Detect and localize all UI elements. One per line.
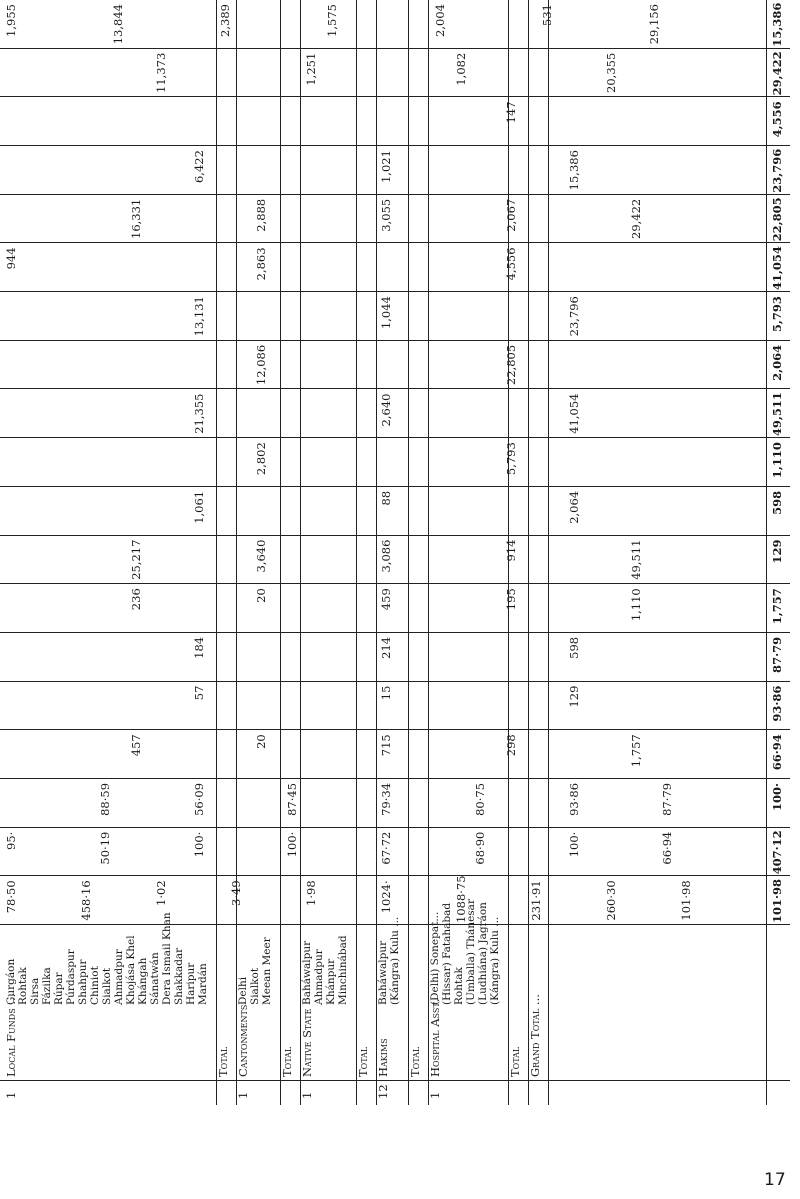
column-value: 2,888 [254,198,268,232]
column-subtotal: 50·19 [97,831,112,865]
column-first-value: 1,955 [4,4,18,37]
column-value: 3,055 [379,198,393,232]
column-grand-total: 66·94 [770,734,784,771]
column-rule [0,145,790,146]
page-number: 17 [764,1170,786,1190]
column-grand-total: 1,110 [770,442,784,479]
column-value: 129 [566,685,581,708]
column-subtotal: 2,863 [254,247,268,281]
column-value: 100· [191,831,206,858]
column-value: 3·49 [229,880,243,906]
column-value: 1·02 [154,880,168,906]
column-value: 715 [379,734,393,757]
column-value: 914 [504,539,518,562]
column-subtotal: 184 [191,636,206,659]
column-subtotal: 6,422 [191,150,206,184]
column-value: 1024· [379,880,393,914]
category-number: 1 [4,1091,18,1099]
column-rule [0,778,790,779]
column-value: 1088·75 [454,875,468,923]
district-name: Baháwalpur [377,940,389,1005]
column-grand-total: 29,422 [770,51,784,96]
category-number: 1 [428,1091,442,1099]
column-rule [0,388,790,389]
district-name: Meean Meer [261,937,273,1005]
column-subtotal: 16,331 [129,198,143,239]
category-name: Total [508,1046,522,1077]
category-rule [280,0,281,1105]
column-value: 1,251 [304,52,318,86]
column-value: 1,575 [325,4,340,37]
column-value: 598 [566,636,581,659]
column-value: 88 [379,490,393,506]
column-subtotal: 11,373 [154,52,168,93]
category-name: Cantonments [236,1004,250,1077]
column-grand-total: 4,556 [770,101,784,138]
category-rule [300,0,301,1105]
column-value: 79·34 [379,782,393,816]
district-name: Rúpar [53,972,65,1005]
column-value: 3,086 [379,539,393,573]
column-value: 2,640 [379,393,393,427]
district-name: Chiniot [89,966,101,1005]
district-name: Khojása Khel [125,935,137,1005]
column-value: 41,054 [566,393,581,434]
category-rule [408,0,409,1105]
district-name: Rohtak [453,967,465,1005]
column-value: 3,640 [254,539,268,573]
column-grand-total: 87·79 [770,636,784,673]
column-rule [0,242,790,243]
district-name: Shakkadar [173,947,185,1005]
column-first-value: 944 [4,247,18,270]
district-name: (Ludhiána) Jagráon [477,902,489,1005]
category-number: 1 [300,1091,314,1099]
category-number: 1 [236,1091,250,1099]
column-grand-total: 598 [770,490,784,515]
column-value: 29,156 [646,4,661,45]
district-name: (Umballa) Thánesar [465,899,477,1005]
category-rule [528,0,529,1105]
category-name: Hakims [376,1038,390,1077]
column-value: 101·98 [679,880,693,921]
column-rule [0,340,790,341]
district-name: Fázilka [41,967,53,1005]
district-name: Ahmadpur [313,949,325,1005]
column-rule [0,96,790,97]
column-value: 1,021 [379,150,393,184]
district-name: Ahmadpur [113,949,125,1005]
district-name: Púrdaspur [65,949,77,1005]
column-grand-total: 5,793 [770,296,784,333]
district-name: Rohtak [17,967,29,1005]
column-grand-total: 22,805 [770,197,784,242]
column-subtotal: 1,061 [191,490,206,524]
column-rule [0,486,790,487]
district-name: Dera Ismail Khan [161,912,173,1005]
column-value: 231·91 [529,880,543,921]
category-name: Total [216,1046,230,1077]
column-grand-total: 93·86 [770,685,784,722]
column-value: 2,067 [504,198,518,232]
category-name: Native State [300,1008,314,1077]
column-value: 2,389 [218,4,233,37]
column-subtotal: 13,844 [111,4,126,45]
column-grand-total: 49,511 [770,392,784,437]
column-rule [0,681,790,682]
column-grand-total: 100· [770,782,784,811]
category-number: 12 [376,1084,390,1099]
column-grand-total: 101·98 [770,878,784,923]
district-name: (Kángra) Kulu ... [489,916,501,1005]
district-name: Sialkot [101,967,113,1005]
column-value: 1,757 [629,734,643,768]
column-subtotal: 12,086 [254,344,268,386]
column-rule [0,48,790,49]
category-name: Total [356,1046,370,1077]
column-value: 49,511 [629,539,643,580]
column-first-value: 95· [4,831,18,850]
table-bottom-rule [766,0,767,1105]
district-name: Haripur [185,962,197,1005]
column-value: 195 [504,588,518,611]
column-value: 23,796 [566,296,581,337]
district-name: Mardán [197,963,209,1005]
column-grand-total: 407·12 [770,830,784,875]
column-value: 2,004 [432,4,447,37]
column-grand-total: 41,054 [770,246,784,291]
column-value: 20,355 [604,52,618,93]
column-grand-total: 129 [770,539,784,564]
category-name: Hospital Asst. [428,998,442,1077]
column-value: 20 [254,734,268,749]
column-subtotal: 236 [129,588,143,611]
column-value: 80·75 [472,782,487,816]
column-value: 531 [539,4,554,26]
column-subtotal: 457 [129,734,143,757]
district-name: (Hissar) Fatahabad [441,902,453,1005]
column-value: 67·72 [379,831,393,865]
column-subtotal: 88·59 [97,782,112,816]
district-name: Shahpur [77,959,89,1005]
column-subtotal: 458·16 [79,880,93,921]
column-grand-total: 15,386 [770,2,784,47]
district-name: Sánatwán [149,952,161,1005]
column-value: 100· [285,831,300,858]
category-rule [548,0,549,1105]
column-value: 22,805 [504,344,518,386]
district-name: Gurgáon [5,958,17,1005]
column-value: 15 [379,685,393,701]
district-name: Sirsa [29,977,41,1005]
column-rule [0,827,790,828]
column-value: 66·94 [660,831,675,865]
column-value: 20 [254,588,268,603]
column-value: 147 [504,101,518,124]
column-subtotal: 2,802 [254,442,268,476]
column-value: 87·45 [285,782,300,816]
column-value: 1,110 [629,588,643,622]
district-name: Khángah [137,957,149,1005]
category-name: Grand Total ... [528,994,542,1077]
column-value: 260·30 [604,880,618,921]
category-rule [216,0,217,1105]
district-name: Delhi [237,976,249,1005]
column-grand-total: 23,796 [770,148,784,193]
column-subtotal: 21,355 [191,393,206,434]
column-value: 100· [566,831,581,858]
column-rule [0,632,790,633]
category-name: Total [408,1046,422,1077]
column-value: 15,386 [566,150,581,191]
column-value: 459 [379,588,393,611]
column-rule [0,729,790,730]
column-value: 1·98 [304,880,318,906]
column-rule [0,535,790,536]
column-rule [0,194,790,195]
column-rule [0,875,790,876]
column-grand-total: 2,064 [770,344,784,381]
column-subtotal: 25,217 [129,539,143,580]
district-name: Minchinábad [337,935,349,1005]
column-value: 56·09 [191,782,206,816]
column-value: 1,044 [379,296,393,330]
column-value: 29,422 [629,198,643,239]
column-subtotal: 57 [191,685,206,701]
number-rule [0,1080,790,1081]
category-name: Local Funds ... [4,993,18,1077]
district-name: (Kángra) Kulu ... [389,916,401,1005]
column-value: 93·86 [566,782,581,816]
column-rule [0,583,790,584]
column-value: 2,064 [566,490,581,524]
category-rule [356,0,357,1105]
column-rule [0,437,790,438]
column-subtotal: 13,131 [191,296,206,337]
column-value: 1,082 [454,52,468,86]
column-grand-total: 1,757 [770,588,784,625]
column-value: 5,793 [504,442,518,476]
column-first-value: 78·50 [4,880,18,914]
column-rule [0,291,790,292]
category-name: Total [280,1046,294,1077]
district-name: Baháwalpur [301,940,313,1005]
column-value: 87·79 [660,782,675,816]
column-value: 214 [379,636,393,659]
district-name: Sialkot [249,967,261,1005]
category-rule [236,0,237,1105]
category-rule [376,0,377,1105]
column-value: 298 [504,734,518,757]
district-name: Khánpur [325,958,337,1005]
column-value: 4,556 [504,247,518,281]
column-value: 68·90 [472,831,487,865]
district-name: (Delhi) Sonepat... [429,911,441,1005]
